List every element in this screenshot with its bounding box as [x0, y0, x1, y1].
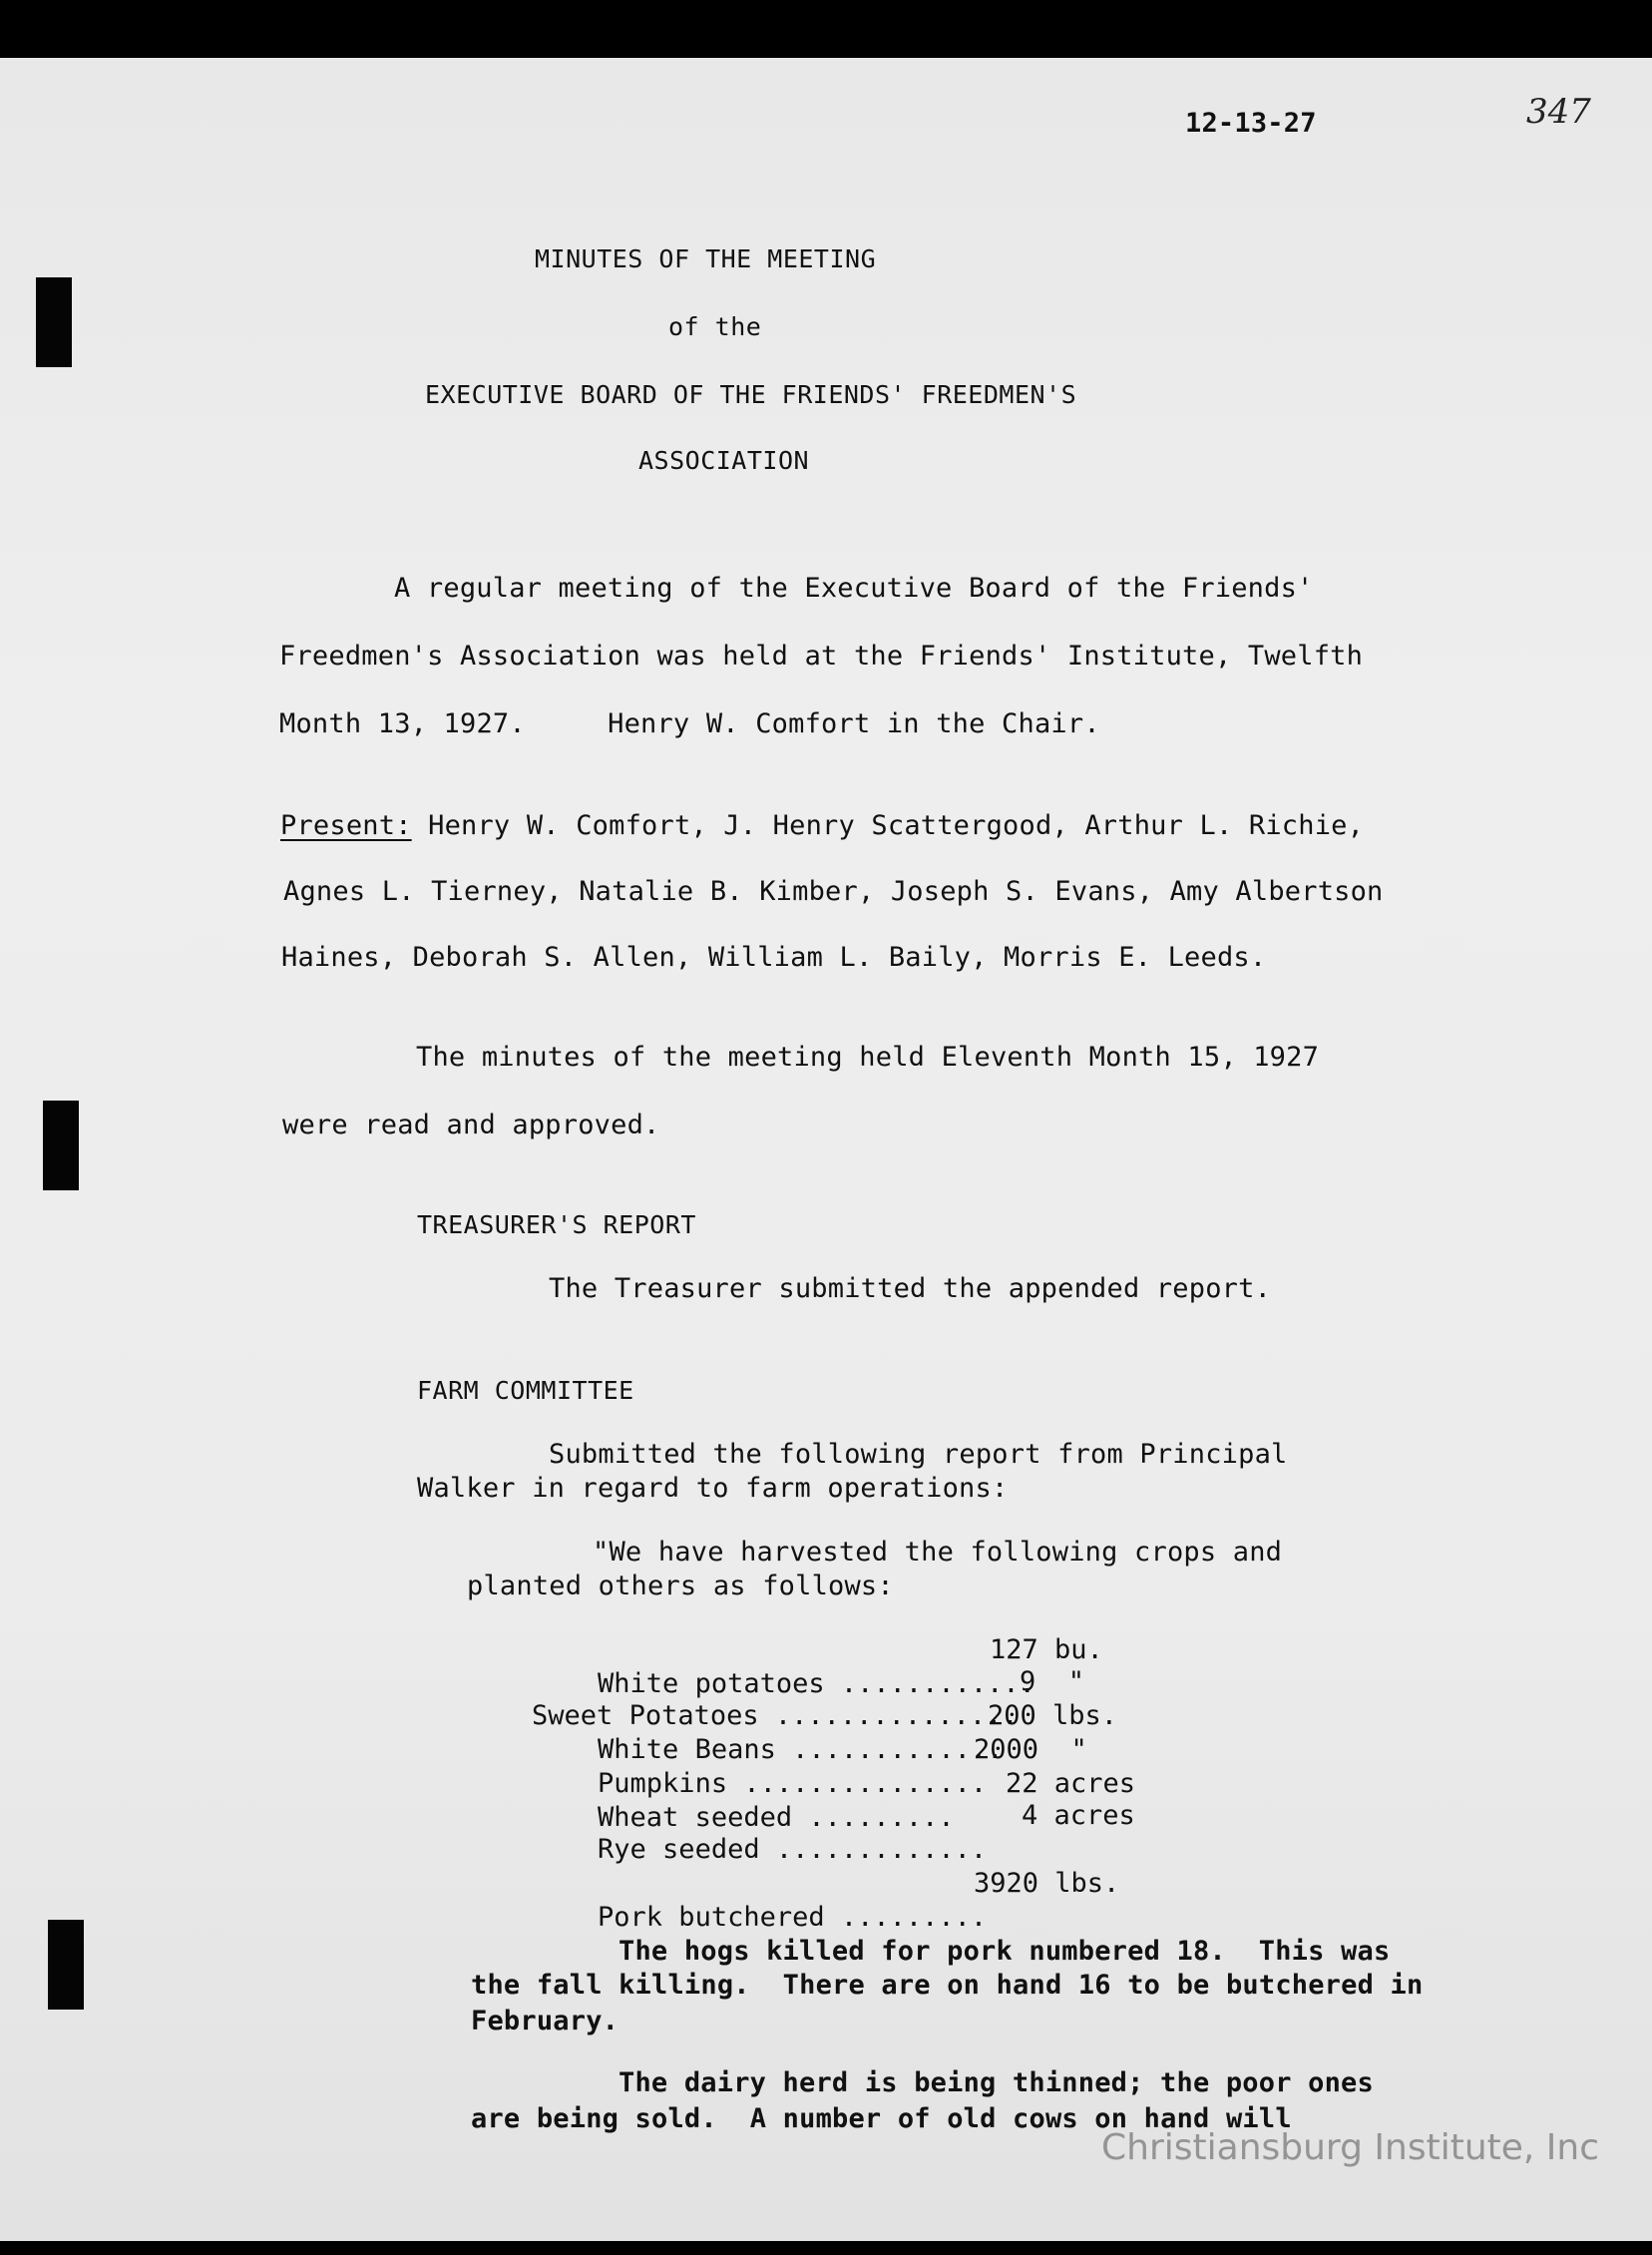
scan-mark-bottom — [48, 1920, 84, 2010]
intro-line-2: Freedmen's Association was held at the Friends' Institute, Twelfth — [279, 641, 1364, 672]
minutes-line-1: The minutes of the meeting held Eleventh Month 15, 1927 — [416, 1042, 1320, 1073]
hogs-line-2: the fall killing. There are on hand 16 to be butchered in — [471, 1970, 1424, 2001]
document-page — [0, 58, 1652, 2241]
crop-value: 2000 " — [974, 1734, 1087, 1765]
crop-label: Rye seeded ............. — [598, 1834, 988, 1865]
intro-line-3: Month 13, 1927. Henry W. Comfort in the Chair. — [279, 708, 1100, 739]
hogs-line-3: February. — [471, 2006, 620, 2036]
scan-mark-middle — [43, 1101, 79, 1190]
title-line-2: of the — [668, 312, 762, 341]
treasurer-heading: TREASURER'S REPORT — [417, 1210, 696, 1239]
dairy-line-2: are being sold. A number of old cows on hand will — [471, 2103, 1292, 2134]
present-line-3: Haines, Deborah S. Allen, William L. Baily, Morris E. Leeds. — [281, 942, 1267, 973]
title-line-4: ASSOCIATION — [638, 446, 810, 475]
crop-label: White potatoes ............ — [598, 1668, 1035, 1699]
title-line-3: EXECUTIVE BOARD OF THE FRIENDS' FREEDMEN'S — [425, 380, 1077, 409]
crop-value: 4 acres — [1022, 1800, 1135, 1831]
treasurer-text: The Treasurer submitted the appended report. — [549, 1273, 1272, 1304]
farm-line-1: Submitted the following report from Principal — [549, 1439, 1288, 1470]
crop-value: 22 acres — [1006, 1768, 1136, 1799]
present-label: Present: — [280, 810, 412, 841]
crop-label: Pumpkins ............... — [598, 1768, 988, 1799]
hogs-line-1: The hogs killed for pork numbered 18. This was — [619, 1936, 1391, 1967]
quote-line-2: planted others as follows: — [467, 1571, 894, 1601]
title-line-1: MINUTES OF THE MEETING — [535, 244, 877, 273]
crop-label: Wheat seeded ......... — [598, 1802, 955, 1833]
pork-label: Pork butchered ......... — [598, 1902, 988, 1933]
present-names-1: Henry W. Comfort, J. Henry Scattergood, Arthur L. Richie, — [411, 810, 1365, 841]
crop-value: 9 " — [1020, 1666, 1085, 1697]
present-line-2: Agnes L. Tierney, Natalie B. Kimber, Joseph S. Evans, Amy Albertson — [283, 876, 1384, 907]
crop-value: 200 lbs. — [988, 1700, 1118, 1731]
pork-value: 3920 lbs. — [974, 1868, 1120, 1899]
handwritten-page-number: 347 — [1526, 92, 1591, 132]
scan-mark-top — [36, 277, 72, 367]
date-stamp: 12-13-27 — [1185, 108, 1317, 139]
quote-line-1: "We have harvested the following crops and — [593, 1537, 1283, 1568]
dairy-line-1: The dairy herd is being thinned; the poor ones — [619, 2067, 1374, 2098]
present-line-1 — [280, 810, 1364, 842]
farm-heading: FARM COMMITTEE — [417, 1376, 634, 1405]
intro-line-1: A regular meeting of the Executive Board of the Friends' — [394, 573, 1314, 604]
farm-line-2: Walker in regard to farm operations: — [417, 1473, 1009, 1504]
watermark: Christiansburg Institute, Inc — [1101, 2127, 1600, 2168]
minutes-line-2: were read and approved. — [282, 1110, 660, 1140]
crop-label: White Beans ............. — [598, 1734, 1004, 1765]
crop-label: Sweet Potatoes ............... — [532, 1700, 1019, 1731]
crop-value: 127 bu. — [990, 1634, 1103, 1665]
